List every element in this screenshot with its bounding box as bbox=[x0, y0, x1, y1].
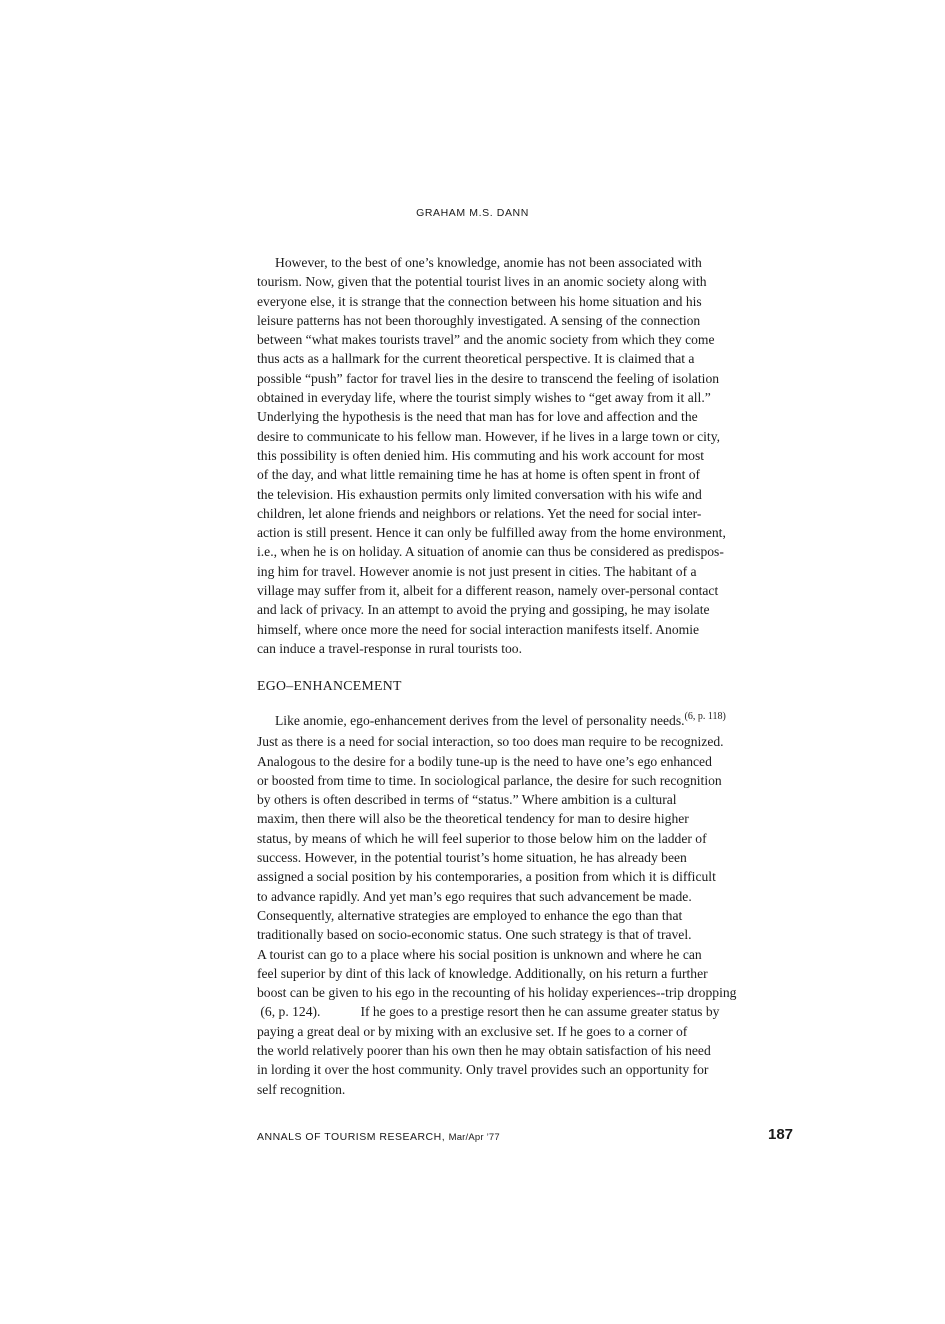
text-line: obtained in everyday life, where the tourist simply wishes to “get away from it all.” bbox=[257, 390, 711, 406]
section-heading: EGO–ENHANCEMENT bbox=[257, 678, 402, 693]
citation-line bbox=[257, 1002, 837, 1021]
text-line: everyone else, it is strange that the connection between his home situation and his bbox=[257, 293, 702, 309]
text-line: feel superior by dint of this lack of knowledge. Additionally, on his return a further bbox=[257, 965, 708, 981]
text-line: tourism. Now, given that the potential tourist lives in an anomic society along with bbox=[257, 274, 707, 290]
paragraph-first-line bbox=[257, 711, 837, 732]
journal-name: ANNALS OF TOURISM RESEARCH, bbox=[257, 1131, 446, 1143]
text-line: in lording it over the host community. Only travel provides such an opportunity for bbox=[257, 1062, 709, 1078]
running-head-author: GRAHAM M.S. DANN bbox=[416, 207, 529, 219]
text-line: traditionally based on socio-economic status. One such strategy is that of travel. bbox=[257, 927, 692, 943]
text-line: desire to communicate to his fellow man. However, if he lives in a large town or city, bbox=[257, 428, 721, 444]
text-line: can induce a travel-response in rural tourists too. bbox=[257, 640, 522, 656]
text-line: or boosted from time to time. In sociological parlance, the desire for such recognition bbox=[257, 772, 722, 788]
footnote-reference: (6, p. 118) bbox=[684, 711, 726, 722]
text-line: to advance rapidly. And yet man’s ego requires that such advancement be made. bbox=[257, 888, 692, 904]
text-line: maxim, then there will also be the theoretical tendency for man to desire higher bbox=[257, 811, 689, 827]
text-line: possible “push” factor for travel lies in the desire to transcend the feeling of isolation bbox=[257, 370, 720, 386]
text-line: Just as there is a need for social interaction, so too does man require to be recognized. bbox=[257, 734, 724, 750]
text-line: thus acts as a hallmark for the current theoretical perspective. It is claimed that a bbox=[257, 351, 695, 367]
text-line: Analogous to the desire for a bodily tune-up is the need to have one’s ego enhanced bbox=[257, 753, 712, 769]
paragraph-anomie bbox=[257, 253, 837, 658]
issue-date: Mar/Apr ’77 bbox=[448, 1132, 500, 1143]
text-line: and lack of privacy. In an attempt to avoid the prying and gossiping, he may isolate bbox=[257, 602, 710, 618]
text-line: A tourist can go to a place where his social position is unknown and where he can bbox=[257, 946, 702, 962]
text-line: the television. His exhaustion permits only limited conversation with his wife and bbox=[257, 486, 702, 502]
text-line: Underlying the hypothesis is the need that man has for love and affection and the bbox=[257, 409, 698, 425]
text-line: village may suffer from it, albeit for a different reason, namely over-personal contact bbox=[257, 583, 719, 599]
text-line: action is still present. Hence it can only be fulfilled away from the home environment, bbox=[257, 525, 726, 541]
text-line: assigned a social position by his contemporaries, a position from which it is difficult bbox=[257, 869, 716, 885]
text-line: ing him for travel. However anomie is not just present in cities. The habitant of a bbox=[257, 563, 697, 579]
text-line: the world relatively poorer than his own then he may obtain satisfaction of his need bbox=[257, 1043, 711, 1059]
text-line: this possibility is often denied him. His commuting and his work account for most bbox=[257, 447, 705, 463]
text-line: boost can be given to his ego in the recounting of his holiday experiences--trip dropping bbox=[257, 985, 737, 1001]
text-line: i.e., when he is on holiday. A situation of anomie can thus be considered as predispos- bbox=[257, 544, 724, 560]
text-line: of the day, and what little remaining time he has at home is often spent in front of bbox=[257, 467, 701, 483]
paragraph-lines bbox=[257, 732, 837, 1002]
paragraph-ego-enhancement bbox=[257, 711, 837, 1099]
text-line: success. However, in the potential tourist’s home situation, he has already been bbox=[257, 850, 687, 866]
text-line: However, to the best of one’s knowledge, anomie has not been associated with bbox=[275, 255, 702, 270]
text-line: himself, where once more the need for social interaction manifests itself. Anomie bbox=[257, 621, 700, 637]
first-line-text: Like anomie, ego-enhancement derives from the level of personality needs. bbox=[275, 713, 685, 728]
citation-line-text: If he goes to a prestige resort then he can assume greater status by bbox=[360, 1004, 720, 1020]
page-number: 187 bbox=[768, 1126, 794, 1143]
footer-journal-info bbox=[257, 1131, 500, 1143]
inline-citation: (6, p. 124). bbox=[260, 1004, 321, 1020]
text-line: self recognition. bbox=[257, 1081, 346, 1097]
text-line: paying a great deal or by mixing with an exclusive set. If he goes to a corner of bbox=[257, 1023, 688, 1039]
text-line: by others is often described in terms of “status.” Where ambition is a cultural bbox=[257, 792, 677, 808]
text-line: Consequently, alternative strategies are employed to enhance the ego than that bbox=[257, 907, 683, 923]
text-line: between “what makes tourists travel” and the anomic society from which they come bbox=[257, 332, 715, 348]
paragraph-closing-lines bbox=[257, 1022, 837, 1099]
text-line: leisure patterns has not been thoroughly investigated. A sensing of the connection bbox=[257, 312, 701, 328]
text-line: status, by means of which he will feel superior to those below him on the ladder of bbox=[257, 830, 707, 846]
text-line: children, let alone friends and neighbors or relations. Yet the need for social inter- bbox=[257, 505, 702, 521]
